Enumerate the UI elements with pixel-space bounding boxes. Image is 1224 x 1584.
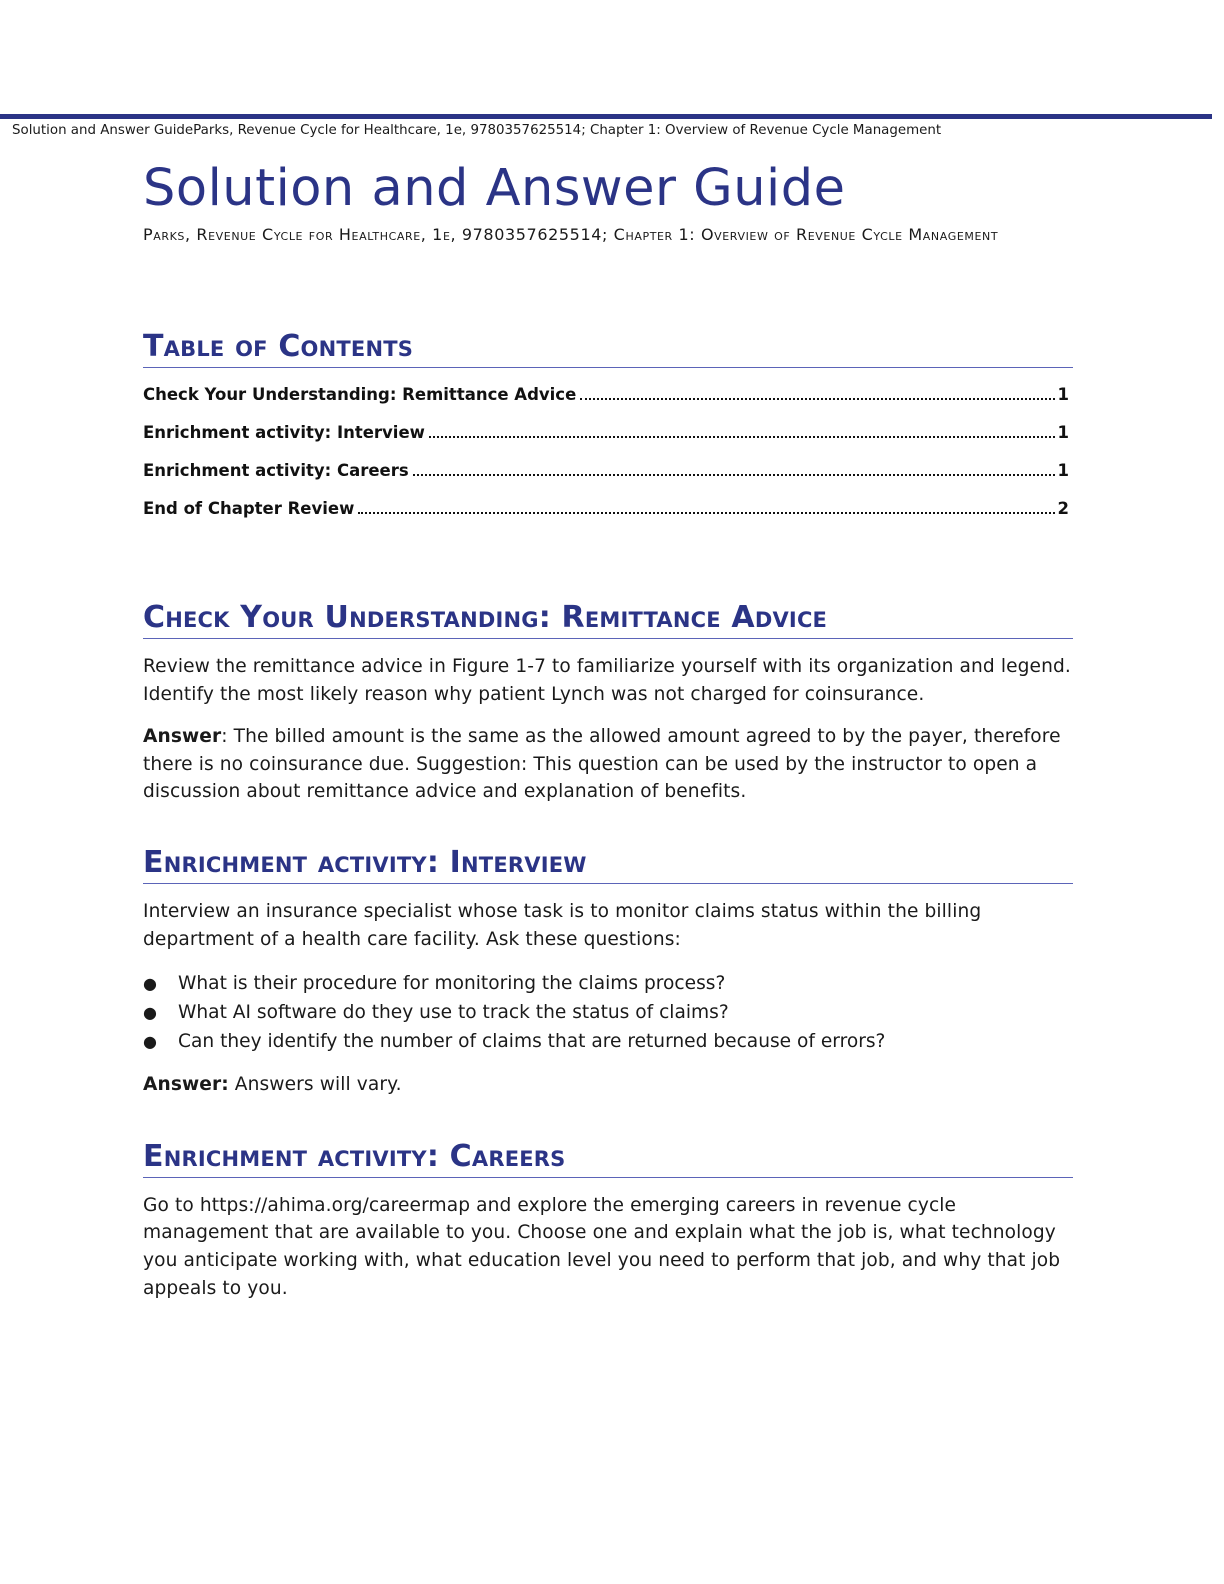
bullet-icon: ● (143, 1003, 157, 1023)
toc-leader-dots (429, 436, 1055, 438)
answer-text: Answers will vary. (228, 1074, 402, 1096)
toc-entry-label: Enrichment activity: Interview (143, 423, 425, 442)
remittance-answer (143, 723, 1073, 806)
document-body (143, 158, 1073, 1302)
toc-entry-page: 1 (1057, 461, 1069, 480)
toc-heading: Table of Contents (143, 329, 1073, 368)
list-item-text: Can they identify the number of claims that are returned because of errors? (178, 1031, 886, 1053)
list-item-text: What is their procedure for monitoring the claims process? (178, 973, 726, 995)
document-title: Solution and Answer Guide (143, 159, 846, 218)
remittance-prompt: Review the remittance advice in Figure 1-7 to familiarize yourself with its organization and legend. Identify the most likely reason why patient Lynch was not charged for coinsurance. (143, 656, 1071, 705)
bullet-icon: ● (143, 1032, 157, 1052)
answer-label: Answer (143, 726, 222, 748)
toc-leader-dots (413, 474, 1055, 476)
toc-entry[interactable] (143, 498, 1069, 536)
toc-entry[interactable] (143, 422, 1069, 460)
document-subtitle: Parks, Revenue Cycle for Healthcare, 1e, 9780357625514; Chapter 1: Overview of Revenue Cycle Management (143, 225, 999, 244)
answer-text: : The billed amount is the same as the allowed amount agreed to by the payer, therefore there is no coinsurance due. Suggestion: This question can be used by the instructor to open a discussion about remittance advice and explanation of benefits. (143, 726, 1061, 803)
toc-entry-label: Enrichment activity: Careers (143, 461, 409, 480)
interview-prompt: Interview an insurance specialist whose task is to monitor claims status within the billing department of a health care facility. Ask these questions: (143, 900, 982, 950)
interview-answer (143, 1071, 1073, 1099)
toc-entry[interactable] (143, 384, 1069, 422)
toc-leader-dots (358, 512, 1054, 514)
section-heading-remittance: Check Your Understanding: Remittance Advice (143, 600, 1073, 639)
list-item (143, 998, 1073, 1027)
list-item (143, 1027, 1073, 1056)
section-heading-interview: Enrichment activity: Interview (143, 845, 1073, 884)
toc-entry-page: 1 (1057, 423, 1069, 442)
list-item-text: What AI software do they use to track the status of claims? (178, 1002, 729, 1024)
interview-questions (143, 969, 1073, 1056)
bullet-icon: ● (143, 974, 157, 994)
section-heading-careers: Enrichment activity: Careers (143, 1139, 1073, 1178)
header-rule (0, 114, 1212, 119)
running-header: Solution and Answer GuideParks, Revenue Cycle for Healthcare, 1e, 9780357625514; Chapter 1: Overview of Revenue Cycle Management (12, 123, 942, 138)
table-of-contents (143, 384, 1073, 536)
toc-entry-label: Check Your Understanding: Remittance Advice (143, 385, 577, 404)
toc-entry-page: 1 (1057, 385, 1069, 404)
answer-label: Answer: (143, 1074, 229, 1096)
list-item (143, 969, 1073, 998)
toc-leader-dots (580, 398, 1054, 400)
careers-prompt: Go to https://ahima.org/careermap and explore the emerging careers in revenue cycle management that are available to you. Choose one and explain what the job is, what technology you anticipate working with, what education level you need to perform that job, and why that job appeals to you. (143, 1194, 1061, 1299)
toc-entry-label: End of Chapter Review (143, 499, 355, 518)
toc-entry-page: 2 (1057, 499, 1069, 518)
toc-entry[interactable] (143, 460, 1069, 498)
